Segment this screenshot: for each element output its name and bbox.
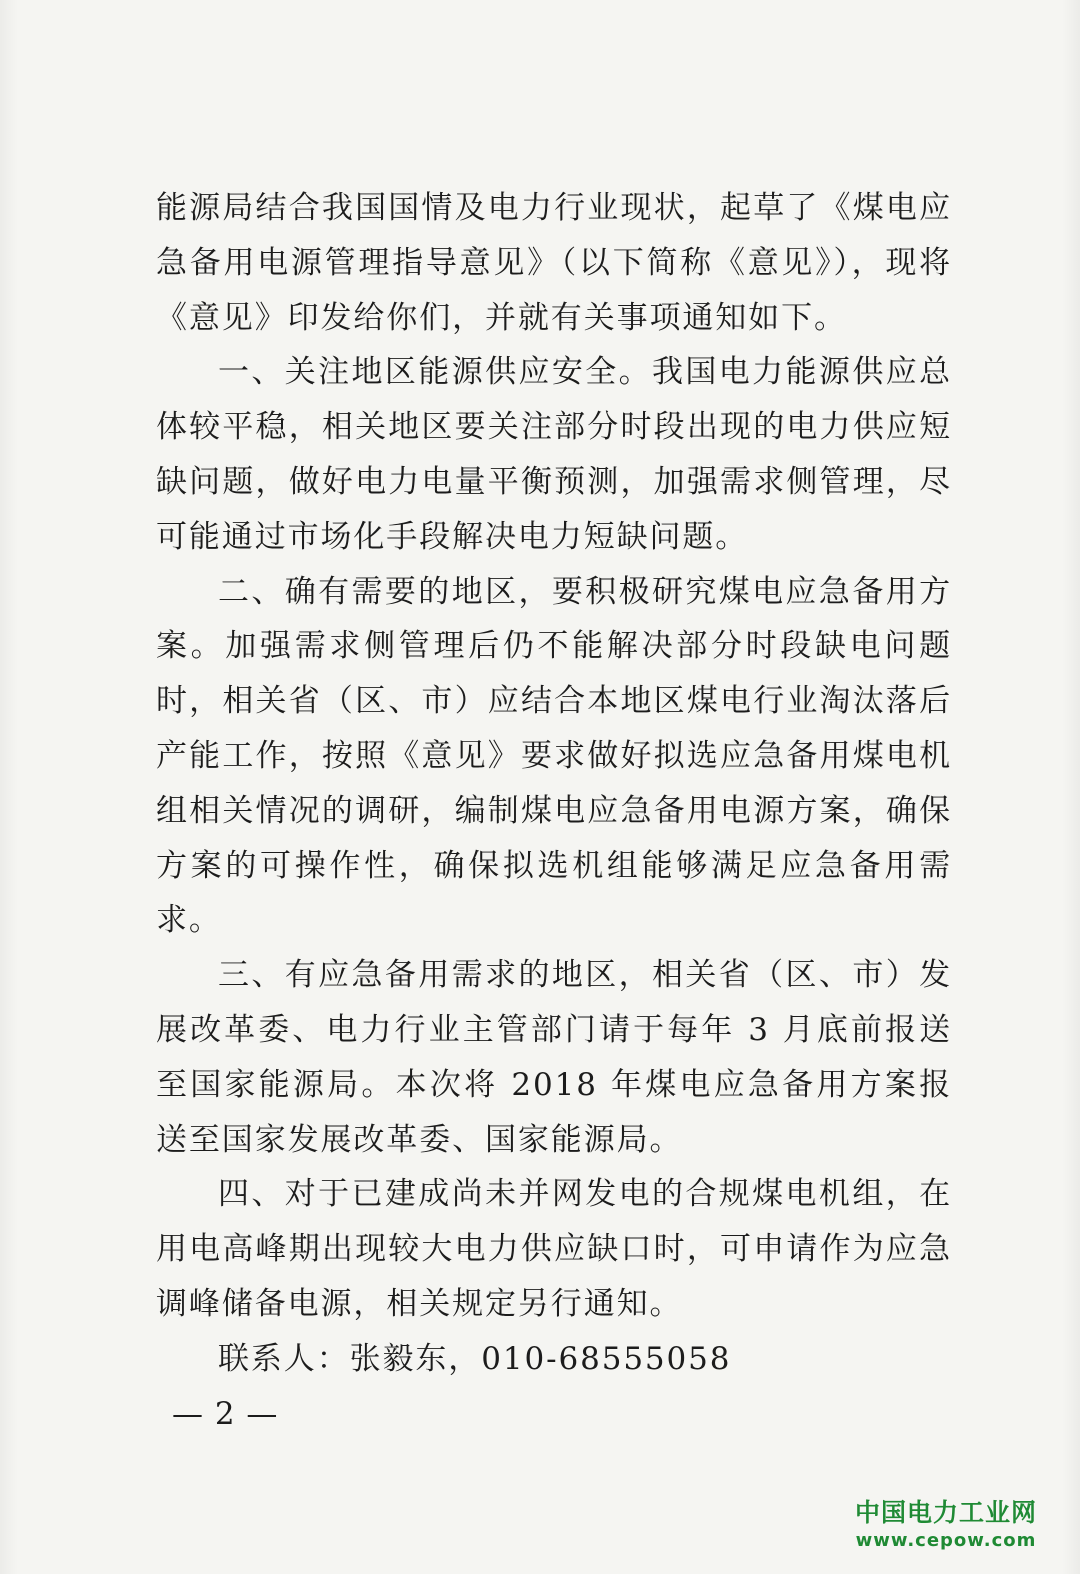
paragraph-item-3: 三、有应急备用需求的地区，相关省（区、市）发展改革委、电力行业主管部门请于每年 3 月底前报送至国家能源局。本次将 2018 年煤电应急备用方案报送至国家发展改革委、国家能源局。 [156,957,952,1158]
watermark [836,1498,1056,1552]
page-number: — 2 — [172,1396,279,1432]
page-edge-right [1062,0,1080,1574]
watermark-url: www.cepow.com [855,1530,1037,1551]
contact-line: 联系人：张毅东，010-68555058 [218,1340,732,1377]
paragraph-item-1: 一、关注地区能源供应安全。我国电力能源供应总体较平稳，相关地区要关注部分时段出现的电力供应短缺问题，做好电力电量平衡预测，加强需求侧管理，尽可能通过市场化手段解决电力短缺问题。 [156,354,952,555]
paragraph-intro: 能源局结合我国国情及电力行业现状，起草了《煤电应急备用电源管理指导意见》（以下简称《意见》），现将《意见》印发给你们，并就有关事项通知如下。 [156,190,952,336]
paragraph-item-2: 二、确有需要的地区，要积极研究煤电应急备用方案。加强需求侧管理后仍不能解决部分时段缺电问题时，相关省（区、市）应结合本地区煤电行业淘汰落后产能工作，按照《意见》要求做好拟选应急备用煤电机组相关情况的调研，编制煤电应急备用电源方案，确保方案的可操作性，确保拟选机组能够满足应急备用需求。 [156,573,952,939]
page-edge-left [0,0,18,1574]
document-body [156,181,952,1387]
watermark-name: 中国电力工业网 [854,1498,1037,1527]
paragraph-item-4: 四、对于已建成尚未并网发电的合规煤电机组，在用电高峰期出现较大电力供应缺口时，可申请作为应急调峰储备电源，相关规定另行通知。 [156,1176,952,1322]
